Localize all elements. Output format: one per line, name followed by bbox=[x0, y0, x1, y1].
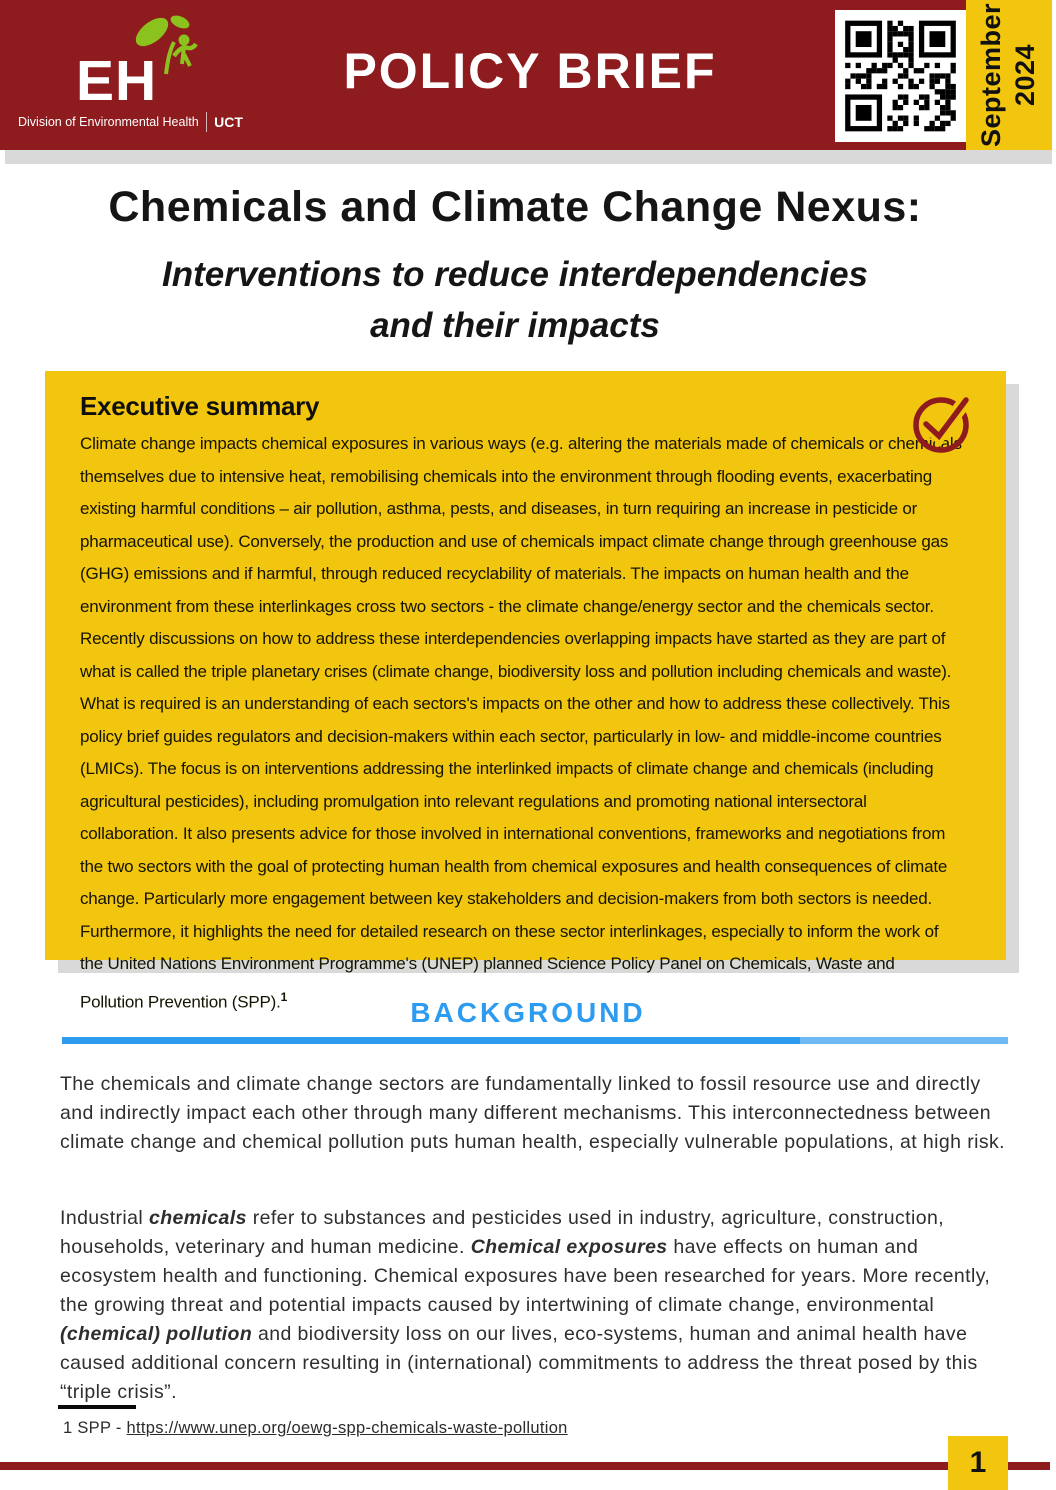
document-subtitle bbox=[0, 250, 1030, 352]
banner-title: POLICY BRIEF bbox=[343, 43, 717, 99]
para2-run: Industrial bbox=[60, 1207, 149, 1229]
para2-term-chemical-pollution: (chemical) pollution bbox=[60, 1323, 253, 1345]
executive-summary-box bbox=[45, 371, 1006, 1012]
background-paragraph-2 bbox=[60, 1204, 1008, 1407]
background-heading: BACKGROUND bbox=[410, 997, 646, 1028]
qr-code-pattern bbox=[842, 17, 959, 135]
issue-date bbox=[975, 3, 1043, 147]
qr-code-icon bbox=[835, 10, 966, 142]
logo-division-label: Division of Environmental Health bbox=[18, 115, 199, 129]
leaf-person-icon bbox=[114, 10, 224, 80]
header-shadow bbox=[5, 150, 1052, 164]
footnote-link[interactable]: https://www.unep.org/oewg-spp-chemicals-waste-pollution bbox=[126, 1419, 568, 1437]
para2-term-chemical-exposures: Chemical exposures bbox=[470, 1236, 668, 1258]
issue-month: September bbox=[976, 2, 1007, 148]
eh-logo bbox=[18, 14, 268, 136]
background-heading-rule bbox=[62, 1037, 1008, 1044]
para2-term-chemicals: chemicals bbox=[148, 1207, 247, 1229]
bottom-rule bbox=[0, 1462, 1050, 1470]
check-circle-icon bbox=[912, 385, 976, 455]
footnote-marker: 1 bbox=[280, 989, 288, 1004]
executive-summary-heading: Executive summary bbox=[80, 391, 320, 421]
footnote-separator bbox=[58, 1405, 136, 1409]
logo-divider bbox=[206, 112, 208, 132]
page-number: 1 bbox=[969, 1446, 987, 1479]
date-strip bbox=[966, 0, 1052, 150]
background-paragraph-1: The chemicals and climate change sectors are fundamentally linked to fossil resource use and directly and indirectly impact each other through many different mechanisms. This interconnectedness between climate change and chemical pollution puts human health, especially vulnerable populations, at high risk. bbox=[60, 1073, 1005, 1153]
para2-run: refer to substances and pesticides used in industry, agriculture, construction, households, veterinary and human medicine. bbox=[60, 1207, 945, 1258]
document-subtitle-line2: and their impacts bbox=[370, 305, 660, 345]
logo-institution-label: UCT bbox=[214, 114, 243, 130]
header-band bbox=[0, 0, 966, 150]
footnote-prefix: 1 SPP - bbox=[63, 1419, 127, 1437]
page-number-box bbox=[948, 1436, 1008, 1490]
document-subtitle-line1: Interventions to reduce interdependencies bbox=[162, 255, 868, 294]
para2-run: have effects on human and ecosystem health and functioning. Chemical exposures have been researched for years. More recently, the growing threat and potential impacts caused by intertwining of climate change, environmental bbox=[60, 1236, 991, 1316]
logo-acronym: EH bbox=[76, 49, 158, 113]
issue-year: 2024 bbox=[1010, 43, 1040, 107]
executive-summary-body bbox=[80, 428, 962, 1019]
footnote bbox=[63, 1419, 568, 1438]
logo-tagline bbox=[18, 112, 243, 132]
executive-summary-text: Climate change impacts chemical exposures in various ways (e.g. altering the materials made of chemicals or chemicals themselves due to intensive heat, remobilising chemicals into the environment through flooding events, exacerbating existing harmful conditions – air pollution, asthma, pests, and diseases, in turn requiring an increase in pesticide or pharmaceutical use). Conversely, the production and use of chemicals impact climate change through greenhouse gas (GHG) emissions and if harmful, through reduced recyclability of materials. The impacts on human health and the environment from these interlinkages cross two sectors - the climate change/energy sector and the chemicals sector. Recently discussions on how to address these interdependencies overlapping impacts have started as they are part of what is called the triple planetary crises (climate change, biodiversity loss and pollution including chemicals and waste). What is required is an understanding of each sectors's impacts on the other and how to address these collectively. This policy brief guides regulators and decision-makers within each sector, particularly in low- and middle-income countries (LMICs). The focus is on interventions addressing the interlinked impacts of climate change and chemicals (including agricultural pesticides), including promulgation into relevant regulations and promoting national intersectoral collaboration. It also presents advice for those involved in international conventions, frameworks and negotiations from the two sectors with the goal of protecting human health from chemical exposures and health consequences of climate change. Particularly more engagement between key stakeholders and decision-makers from both sectors is needed. Furthermore, it highlights the need for detailed research on these sector interlinkages, especially to inform the work of the United Nations Environment Programme's (UNEP) planned Science Policy Panel on Chemicals, Waste and Pollution Prevention (SPP). bbox=[80, 434, 962, 1012]
document-title: Chemicals and Climate Change Nexus: bbox=[108, 183, 922, 231]
para2-run: and biodiversity loss on our lives, eco-systems, human and animal health have caused additional concern resulting in (international) commitments to address the threat posed by this “triple crisis”. bbox=[60, 1323, 978, 1403]
